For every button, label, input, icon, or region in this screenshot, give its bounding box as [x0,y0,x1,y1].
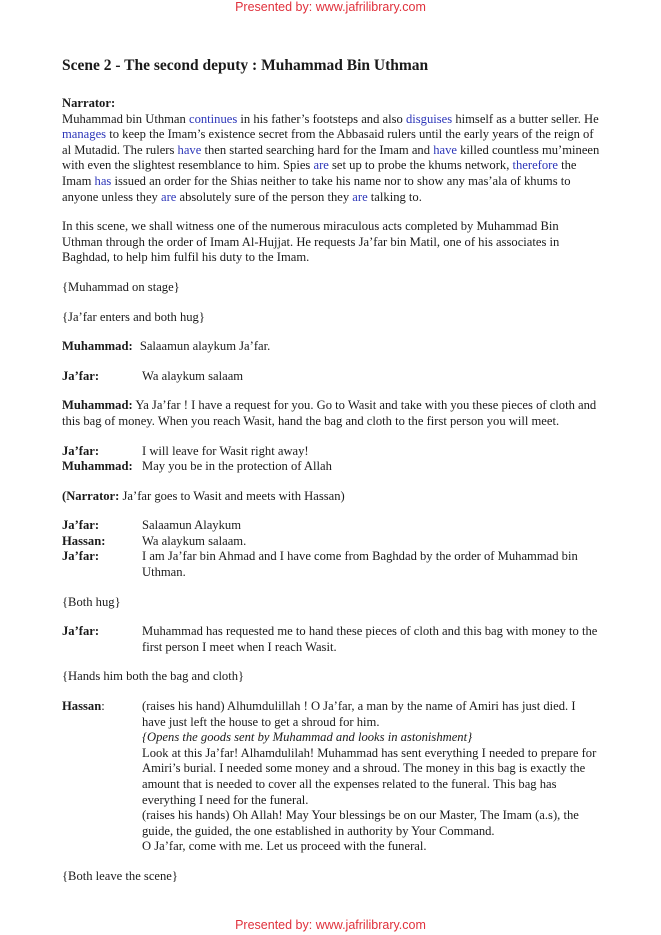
dialogue-text-line: Look at this Ja’far! Alhamdulilah! Muhammad has sent everything I needed to prepare for Amiri’s burial. I needed some money and a shroud. The money in this bag is exactly the amount that is needed to cover all the expenses related to the funeral. This bag has everything I need for the funeral. [142,745,597,807]
narrator-label: Narrator: [66,488,120,503]
narrator-label: Narrator: [62,96,116,110]
dialogue-line [62,444,602,460]
narrator-text: to keep the Imam’s existence secret from the Abbasaid rulers until the early years of the reign of al Mutadid. The rulers [62,127,594,157]
dialogue-text: Salaamun Alaykum [142,518,241,533]
speaker-name: Ja’far: [62,549,100,564]
dialogue-line [62,369,602,385]
dialogue-text-line: (raises his hands) Oh Allah! May Your blessings be on our Master, The Imam (a.s), the guide, the guided, the one established in authority by Your Command. [142,808,579,838]
footer-watermark-link[interactable]: Presented by: www.jafrilibrary.com [235,918,426,932]
highlighted-word: are [352,189,368,204]
stage-direction: {Ja’far enters and both hug} [62,309,205,324]
dialogue-text: Wa alaykum salaam [142,368,244,383]
stage-direction: {Hands him both the bag and cloth} [62,669,245,684]
highlighted-word: therefore [512,158,558,173]
dialogue-line [62,459,602,475]
highlighted-word: disguises [405,111,453,126]
speaker-name: Muhammad: [62,459,133,474]
narrator-text: himself as a butter seller. He [452,111,599,126]
scene-title: Scene 2 - The second deputy : Muhammad Bin Uthman [62,57,429,74]
dialogue-line [62,549,602,580]
dialogue-text-line: (raises his hand) Alhumdulillah ! O Ja’far, a man by the name of Amiri has just died. I have just left the house to get a shroud for him. [142,699,576,729]
dialogue-text: Ya Ja’far ! I have a request for you. Go to Wasit and take with you these pieces of cloth and this bag of money. When you reach Wasit, hand the bag and cloth to the first person you will meet. [62,398,597,428]
stage-direction: {Both leave the scene} [62,868,178,883]
narrator-text: absolutely sure of the person they [176,189,353,204]
highlighted-word: continues [188,111,238,126]
dialogue-text: Wa alaykum salaam. [142,533,247,548]
dialogue-text: Salaamun alaykum Ja’far. [139,339,271,354]
narrator-aside [62,489,602,505]
dialogue-line [62,699,602,855]
speaker-name: Ja’far: [62,518,100,533]
narrator-text: talking to. [367,189,422,204]
narrator-text: Muhammad bin Uthman [62,111,189,126]
speaker-name: Ja’far: [62,368,100,383]
narrator-text: set up to probe the khums network, [328,158,513,173]
highlighted-word: are [313,158,329,173]
narrator-aside-text: Ja’far goes to Wasit and meets with Hassan) [119,488,345,503]
dialogue-line [62,398,602,429]
speaker-name: Muhammad: [62,398,133,413]
narrator-text: the Imam [62,158,577,188]
dialogue-line [62,624,602,655]
speaker-name: Ja’far: [62,443,100,458]
dialogue-text-line: O Ja’far, come with me. Let us proceed with the funeral. [142,839,427,854]
dialogue-text: May you be in the protection of Allah [142,459,332,474]
dialogue-text: I am Ja’far bin Ahmad and I have come from Baghdad by the order of Muhammad bin Uthman. [142,549,578,580]
highlighted-word: manages [62,127,107,142]
intro-paragraph: In this scene, we shall witness one of the numerous miraculous acts completed by Muhammad Bin Uthman through the order of Imam Al-Hujjat. He requests Ja’far bin Matil, one of his associates in Baghdad, to help him fulfil his duty to the Imam. [62,219,560,265]
header-watermark-link[interactable]: Presented by: www.jafrilibrary.com [235,0,426,14]
dialogue-line [62,339,602,355]
highlighted-word: are [160,189,177,204]
speaker-name: Hassan: [62,533,106,548]
dialogue-text: I will leave for Wasit right away! [142,443,309,458]
dialogue-line [62,518,602,534]
highlighted-word: have [177,142,202,157]
narrator-text: issued an order for the Shias neither to take his name nor to show any mas’ala of khums to anyone unless they [62,173,571,204]
dialogue-text [142,699,602,855]
narrator-paragraph [62,112,602,206]
document-page [62,56,602,885]
highlighted-word: have [433,142,457,157]
dialogue-line [62,534,602,550]
paren-open: ( [62,488,67,503]
narrator-text: killed countless mu’mineen with even the slightest resemblance to him. Spies [62,142,600,173]
dialogue-text: Muhammad has requested me to hand these pieces of cloth and this bag with money to the first person I meet when I reach Wasit. [142,624,598,654]
narrator-text: in his father’s footsteps and also [237,111,406,126]
speaker-name: Hassan: [62,699,105,714]
speaker-name: Ja’far: [62,624,100,639]
narrator-text: then started searching hard for the Imam and [201,142,434,157]
highlighted-word: has [94,173,112,188]
speaker-name: Muhammad: [62,339,133,354]
stage-direction: {Muhammad on stage} [62,279,180,294]
stage-direction: {Both hug} [62,594,121,609]
stage-direction-inline: {Opens the goods sent by Muhammad and looks in astonishment} [142,730,473,745]
